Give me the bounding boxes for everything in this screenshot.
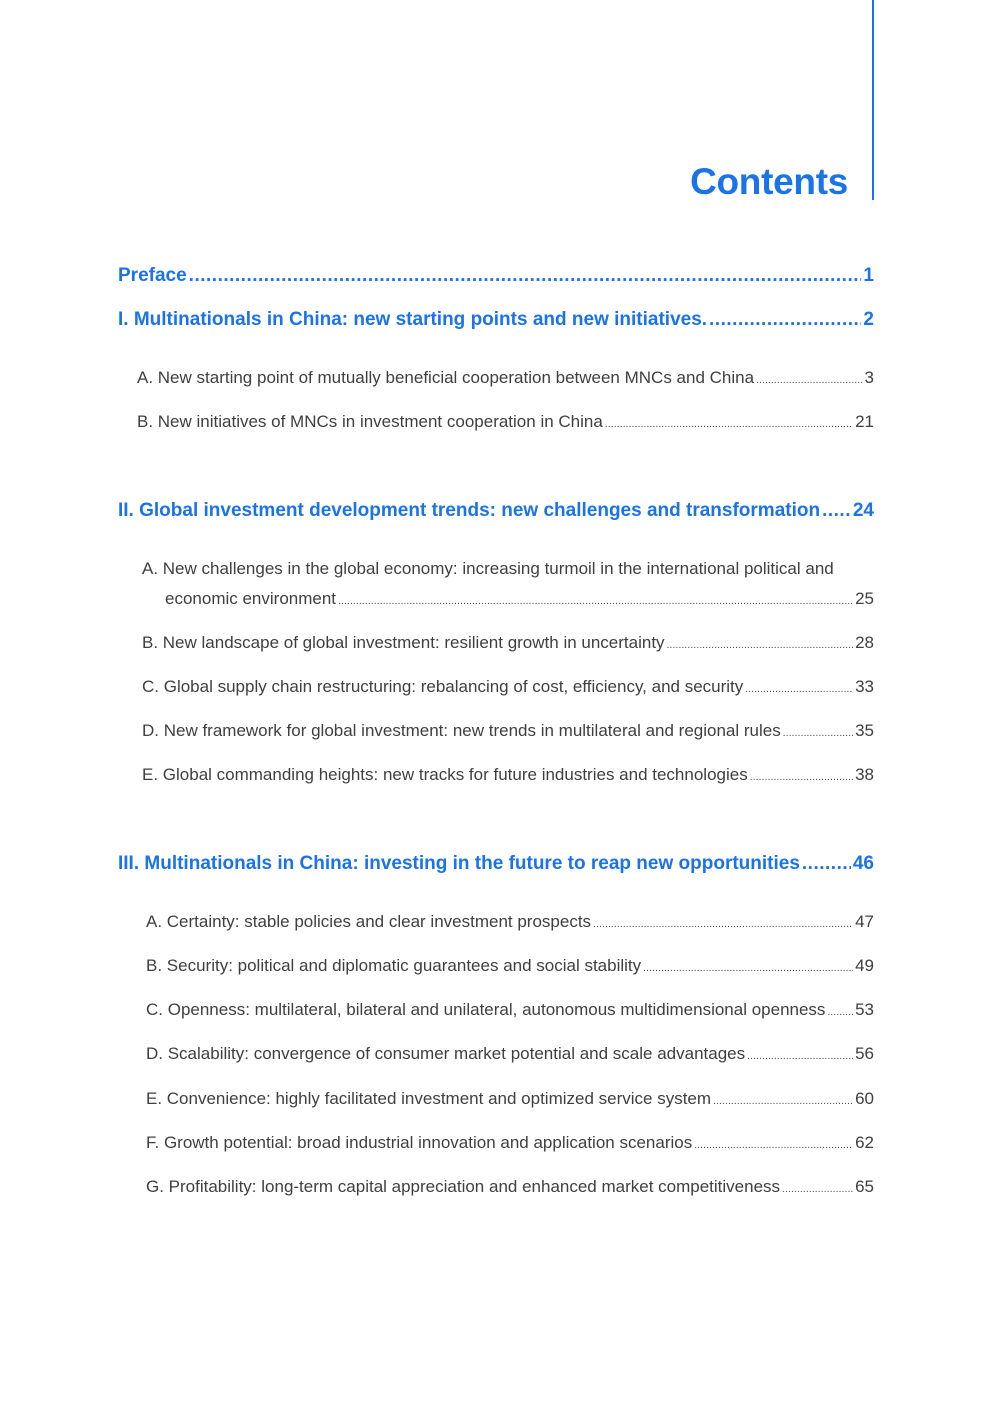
dot-leader — [713, 1096, 853, 1107]
toc-entry-3c[interactable] — [146, 1000, 874, 1020]
dot-leader — [827, 1007, 853, 1018]
toc-entry-title: II. Global investment development trends: new challenges and transformation — [118, 500, 821, 521]
toc-page-number: 21 — [855, 412, 874, 431]
toc-entry-title: B. New landscape of global investment: resilient growth in uncertainty — [142, 633, 665, 652]
toc-entry-title: A. Certainty: stable policies and clear investment prospects — [146, 912, 592, 931]
toc-page-number: 2 — [863, 309, 874, 330]
toc-page-number: 1 — [863, 265, 874, 286]
toc-entry-2b[interactable] — [142, 633, 874, 653]
toc-entry-title: A. New starting point of mutually beneficial cooperation between MNCs and China — [137, 368, 755, 387]
toc-entry-3d[interactable] — [146, 1044, 874, 1064]
toc-entry-2a[interactable] — [165, 589, 874, 609]
dot-leader — [783, 728, 853, 739]
toc-entry-3a[interactable] — [146, 912, 874, 932]
toc-entry-3e[interactable] — [146, 1089, 874, 1109]
toc-entry-title: III. Multinationals in China: investing in the future to reap new opportunities — [118, 853, 800, 874]
toc-entry-title: B. Security: political and diplomatic guarantees and social stability — [146, 956, 642, 975]
dot-leader — [694, 1140, 853, 1151]
toc-page-number: 24 — [852, 500, 874, 521]
toc-entry-title: B. New initiatives of MNCs in investment cooperation in China — [137, 412, 603, 431]
toc-entry-title: E. Convenience: highly facilitated investment and optimized service system — [146, 1089, 712, 1108]
toc-page-number: 56 — [855, 1044, 874, 1063]
toc-entry-title: D. New framework for global investment: new trends in multilateral and regional rules — [142, 721, 781, 740]
toc-entry-preface[interactable] — [118, 265, 874, 287]
toc-page-number: 3 — [864, 368, 874, 387]
toc-entry-2e[interactable] — [142, 765, 874, 785]
toc-entry-2a-line1[interactable]: A. New challenges in the global economy: increasing turmoil in the international political and — [142, 559, 834, 578]
dot-leader — [709, 309, 861, 331]
toc-entry-chapter-3[interactable] — [118, 853, 874, 875]
toc-page-number: 35 — [855, 721, 874, 740]
dot-leader — [756, 375, 862, 386]
toc-page-number: 49 — [855, 956, 874, 975]
toc-page-number: 28 — [855, 633, 874, 652]
toc-page-number: 65 — [855, 1177, 874, 1196]
dot-leader — [745, 684, 853, 695]
toc-entry-3f[interactable] — [146, 1133, 874, 1153]
toc-entry-2d[interactable] — [142, 721, 874, 741]
toc-page-number: 33 — [855, 677, 874, 696]
toc-entry-chapter-2[interactable] — [118, 500, 874, 522]
dot-leader — [750, 772, 853, 783]
toc-entry-1a[interactable] — [137, 368, 874, 388]
toc-entry-2c[interactable] — [142, 677, 874, 697]
toc-page-number: 62 — [855, 1133, 874, 1152]
toc-entry-3b[interactable] — [146, 956, 874, 976]
dot-leader — [802, 853, 851, 875]
toc-page-number: 46 — [852, 853, 874, 874]
toc-page-number: 38 — [855, 765, 874, 784]
dot-leader — [667, 640, 854, 651]
accent-vertical-rule — [872, 0, 874, 200]
dot-leader — [643, 963, 853, 974]
dot-leader — [189, 265, 862, 287]
dot-leader — [782, 1184, 853, 1195]
toc-entry-1b[interactable] — [137, 412, 874, 432]
toc-entry-title: I. Multinationals in China: new starting points and new initiatives. — [118, 309, 708, 330]
dot-leader — [605, 419, 853, 430]
toc-page-number: 25 — [855, 589, 874, 608]
toc-entry-title: C. Global supply chain restructuring: rebalancing of cost, efficiency, and security — [142, 677, 744, 696]
toc-entry-title: G. Profitability: long-term capital appreciation and enhanced market competitiveness — [146, 1177, 781, 1196]
toc-page-number: 60 — [855, 1089, 874, 1108]
page-title: Contents — [690, 161, 848, 202]
toc-entry-3g[interactable] — [146, 1177, 874, 1197]
dot-leader — [747, 1051, 853, 1062]
dot-leader — [338, 596, 853, 607]
dot-leader — [593, 919, 853, 930]
toc-entry-title: D. Scalability: convergence of consumer market potential and scale advantages — [146, 1044, 746, 1063]
toc-entry-title: F. Growth potential: broad industrial innovation and application scenarios — [146, 1133, 693, 1152]
toc-entry-title: Preface — [118, 265, 187, 286]
toc-entry-title: C. Openness: multilateral, bilateral and unilateral, autonomous multidimensional openness — [146, 1000, 826, 1019]
dot-leader — [822, 500, 851, 522]
toc-entry-title: economic environment — [165, 589, 337, 608]
toc-entry-title: E. Global commanding heights: new tracks for future industries and technologies — [142, 765, 748, 784]
toc-entry-chapter-1[interactable] — [118, 309, 874, 331]
toc-page-number: 47 — [855, 912, 874, 931]
toc-page-number: 53 — [855, 1000, 874, 1019]
